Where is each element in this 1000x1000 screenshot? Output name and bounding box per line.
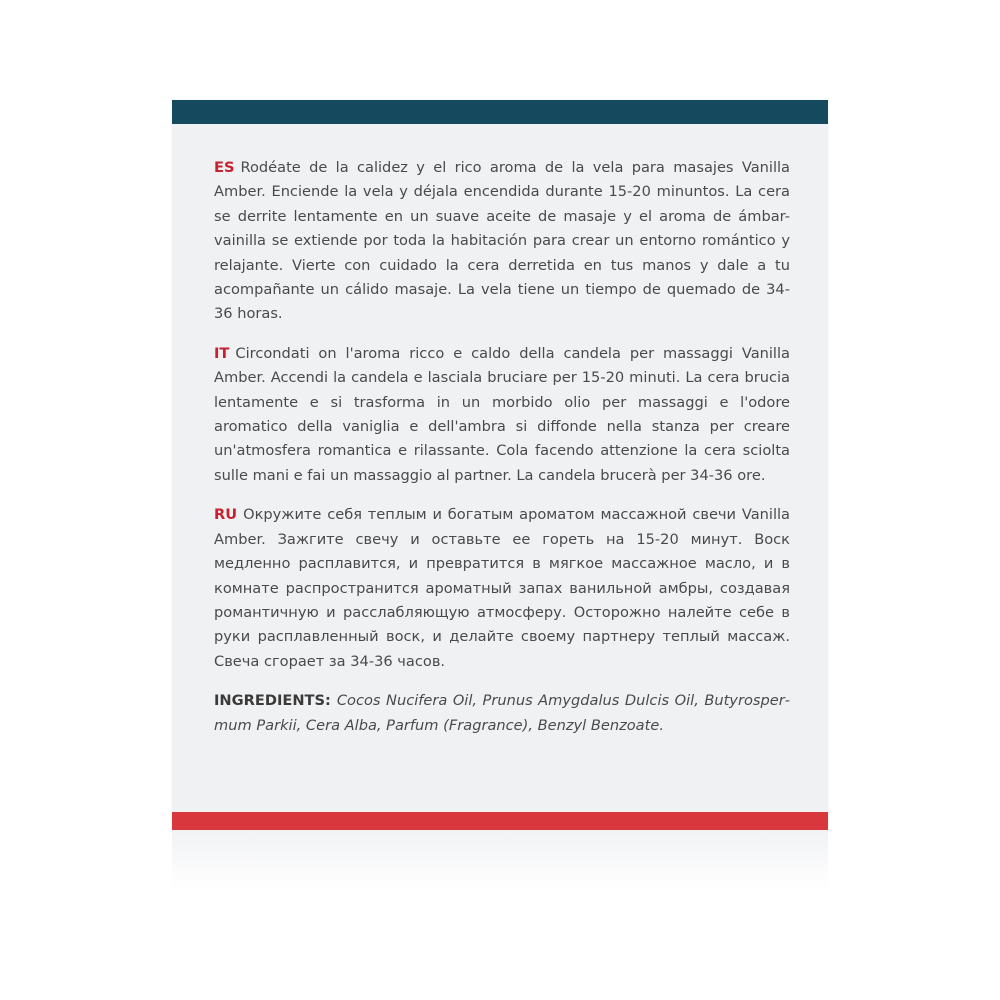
- bottom-color-band: [172, 812, 828, 830]
- ingredients-label: INGREDIENTS:: [214, 692, 331, 710]
- ingredients: [214, 689, 790, 738]
- section-it-text: Circondati on l'aroma ricco e caldo della candela per massaggi Vanilla Amber. Accendi la candela e lasciala bruciare per 15-20 minuti. La cera brucia lentamente e si trasforma in un morbido olio per massaggi e l'odore aromatico della vaniglia e dell'ambra si diffonde nella stanza per creare un'atmosfera romantica e rilassante. Cola facendo attenzione la cera sciolta sulle mani e fai un massaggio al partner. La candela brucerà per 34-36 ore.: [214, 344, 790, 484]
- label-content: [214, 156, 790, 753]
- ingredients-text: Cocos Nucifera Oil, Prunus Amygdalus Dulcis Oil, Butyrospermum Parkii, Cera Alba, Parfum (Fragrance), Benzyl Benzoate.: [214, 692, 790, 734]
- section-it: [214, 342, 790, 488]
- language-code-it: IT: [214, 344, 230, 362]
- label-panel: [172, 100, 828, 830]
- language-code-es: ES: [214, 159, 235, 176]
- top-color-band: [172, 100, 828, 124]
- panel-reflection: [172, 830, 828, 890]
- language-code-ru: RU: [214, 506, 238, 524]
- section-es: [214, 156, 790, 327]
- section-ru: [214, 503, 790, 674]
- section-ru-text: Окружите себя теплым и богатым ароматом массажной свечи Vanilla Amber. Зажгите свечу и оставьте ее гореть на 15-20 минут. Воск медленно расплавится, и превратится в мягкое массажное масло, и в комнате распространится ароматный запах ванильной амбры, создавая романтичную и расслабляющую атмосферу. Осторожно налейте себе в руки расплавленный воск, и делайте своему партнеру теплый массаж. Свеча сгорает за 34-36 часов.: [214, 506, 790, 670]
- section-es-text: Rodéate de la calidez y el rico aroma de la vela para masajes Vanilla Amber. Enciende la vela y déjala encendida durante 15-20 minuntos. La cera se derrite lentamente en un suave aceite de masaje y el aroma de ámbar-vainilla se extiende por toda la habitación para crear un entorno romántico y relajante. Vierte con cuidado la cera derretida en tus manos y dale a tu acompañante un cálido masaje. La vela tiene un tiempo de quemado de 34-36 horas.: [214, 159, 790, 323]
